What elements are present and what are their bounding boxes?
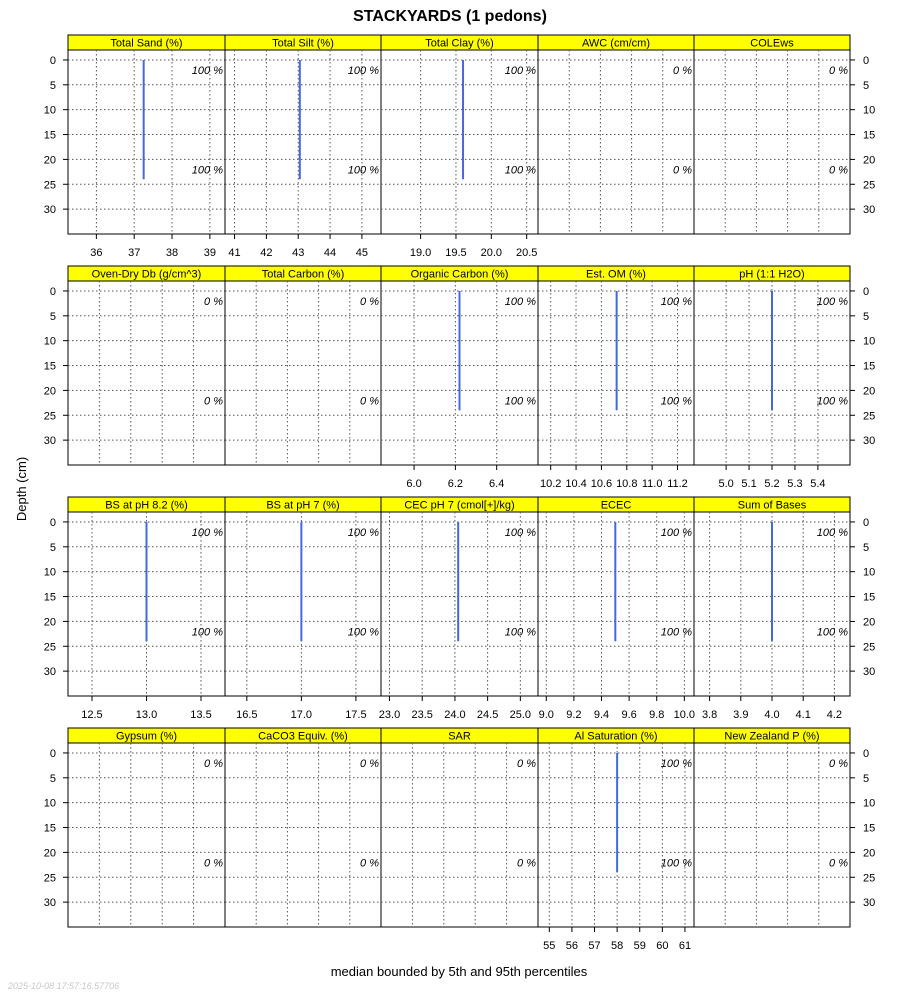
panel <box>68 497 225 721</box>
y-tick-label-right: 30 <box>863 435 876 448</box>
x-tick-label: 5.0 <box>718 478 734 490</box>
panel-title: COLEws <box>750 37 794 50</box>
panel-title: AWC (cm/cm) <box>581 37 651 50</box>
panel-frame <box>225 281 381 465</box>
y-tick-label-left: 5 <box>49 79 56 92</box>
x-tick-label: 10.8 <box>616 478 638 490</box>
x-tick-label: 55 <box>543 940 556 952</box>
panel-frame <box>225 50 381 234</box>
panel-title: SAR <box>448 730 471 743</box>
x-tick-label: 23.0 <box>378 709 401 721</box>
y-tick-label-left: 5 <box>49 310 56 323</box>
pct-label-bottom: 0 % <box>360 395 379 408</box>
x-tick-label: 5.2 <box>764 478 780 490</box>
x-tick-label: 10.6 <box>590 478 613 490</box>
x-tick-label: 60 <box>656 940 669 952</box>
pct-label-bottom: 0 % <box>673 164 692 177</box>
y-tick-label-right: 5 <box>863 310 870 323</box>
pct-label-top: 100 % <box>660 526 692 539</box>
panel <box>68 35 225 259</box>
y-tick-label-right: 30 <box>863 204 876 217</box>
x-tick-label: 57 <box>588 940 601 952</box>
panel-frame <box>381 512 538 696</box>
x-tick-label: 20.0 <box>480 247 503 259</box>
panel-frame <box>68 743 225 927</box>
y-tick-label-right: 20 <box>863 616 876 629</box>
y-tick-label-left: 25 <box>43 872 56 885</box>
panel-frame <box>538 743 694 927</box>
panel-title: Total Silt (%) <box>272 37 334 50</box>
panel-title: CaCO3 Equiv. (%) <box>258 730 348 743</box>
panel-title: Organic Carbon (%) <box>410 268 509 281</box>
panel-frame <box>694 50 850 234</box>
panel <box>225 35 381 259</box>
y-tick-label-right: 10 <box>863 566 876 579</box>
y-tick-label-right: 0 <box>863 747 870 760</box>
x-tick-label: 37 <box>128 247 141 259</box>
panel-title: Al Saturation (%) <box>574 730 658 743</box>
pct-label-bottom: 100 % <box>347 626 379 639</box>
y-tick-label-right: 20 <box>863 847 876 860</box>
x-tick-label: 44 <box>323 247 337 259</box>
x-tick-label: 20.5 <box>515 247 538 259</box>
pct-label-top: 100 % <box>347 64 379 77</box>
x-tick-label: 6.4 <box>489 478 505 490</box>
y-tick-label-left: 10 <box>43 797 56 810</box>
y-tick-label-right: 0 <box>863 54 870 67</box>
y-axis-label: Depth (cm) <box>14 456 29 522</box>
panel <box>694 266 850 490</box>
x-tick-label: 61 <box>678 940 692 952</box>
pct-label-bottom: 0 % <box>204 395 223 408</box>
pct-label-top: 100 % <box>816 526 848 539</box>
x-tick-label: 59 <box>633 940 646 952</box>
x-tick-label: 9.2 <box>566 709 582 721</box>
x-tick-label: 5.3 <box>787 478 803 490</box>
pct-label-top: 100 % <box>347 526 379 539</box>
pct-label-top: 0 % <box>829 757 848 770</box>
y-tick-label-right: 25 <box>863 179 876 192</box>
pct-label-bottom: 100 % <box>816 626 848 639</box>
panel-title: Total Carbon (%) <box>261 268 345 281</box>
x-tick-label: 24.5 <box>476 709 499 721</box>
y-tick-label-right: 0 <box>863 516 870 529</box>
pct-label-top: 100 % <box>504 295 536 308</box>
x-tick-label: 3.9 <box>733 709 749 721</box>
y-tick-label-left: 25 <box>43 641 56 654</box>
y-tick-label-left: 30 <box>43 666 56 679</box>
panel-frame <box>68 281 225 465</box>
x-tick-label: 4.1 <box>795 709 811 721</box>
x-tick-label: 56 <box>565 940 579 952</box>
y-tick-label-right: 5 <box>863 79 870 92</box>
panel <box>225 728 381 927</box>
x-tick-label: 39 <box>203 247 216 259</box>
panel-grid <box>44 35 876 952</box>
panel <box>68 728 225 927</box>
x-tick-label: 36 <box>90 247 103 259</box>
y-tick-label-left: 25 <box>43 410 56 423</box>
y-tick-label-right: 25 <box>863 641 876 654</box>
pct-label-top: 100 % <box>816 295 848 308</box>
x-tick-label: 17.0 <box>290 709 313 721</box>
x-tick-label: 25.0 <box>509 709 532 721</box>
pct-label-top: 100 % <box>191 64 223 77</box>
pct-label-top: 0 % <box>829 64 848 77</box>
x-tick-label: 45 <box>355 247 369 259</box>
pct-label-bottom: 100 % <box>660 395 692 408</box>
y-tick-label-right: 25 <box>863 410 876 423</box>
y-tick-label-left: 10 <box>43 335 56 348</box>
panel <box>694 728 850 927</box>
pct-label-bottom: 0 % <box>829 164 848 177</box>
y-tick-label-left: 10 <box>43 566 56 579</box>
panel <box>381 266 538 490</box>
pct-label-bottom: 0 % <box>829 857 848 870</box>
panel <box>694 35 850 234</box>
pct-label-bottom: 100 % <box>660 857 692 870</box>
y-tick-label-right: 5 <box>863 541 870 554</box>
x-tick-label: 6.2 <box>447 478 464 490</box>
y-tick-label-left: 15 <box>43 360 56 373</box>
pct-label-top: 0 % <box>360 295 379 308</box>
y-tick-label-right: 20 <box>863 385 876 398</box>
y-tick-label-left: 30 <box>43 435 56 448</box>
x-tick-label: 4.0 <box>764 709 780 721</box>
panel-frame <box>694 743 850 927</box>
x-tick-label: 43 <box>292 247 305 259</box>
y-tick-label-right: 15 <box>863 591 876 604</box>
panel <box>538 266 694 490</box>
panel <box>538 728 694 952</box>
x-tick-label: 5.1 <box>741 478 757 490</box>
pct-label-top: 0 % <box>360 757 379 770</box>
chart-title: STACKYARDS (1 pedons) <box>353 8 547 25</box>
panel-frame <box>381 50 538 234</box>
x-tick-label: 41 <box>228 247 241 259</box>
panel-title: Sum of Bases <box>737 499 807 512</box>
x-axis-label: median bounded by 5th and 95th percentiles <box>330 964 588 979</box>
x-tick-label: 19.5 <box>445 247 467 259</box>
pct-label-bottom: 100 % <box>347 164 379 177</box>
panel-title: Total Clay (%) <box>425 37 494 50</box>
y-tick-label-right: 0 <box>863 285 870 298</box>
x-tick-label: 3.8 <box>701 709 718 721</box>
x-tick-label: 17.5 <box>345 709 367 721</box>
pct-label-bottom: 100 % <box>191 626 223 639</box>
y-tick-label-right: 30 <box>863 666 876 679</box>
panel-title: Oven-Dry Db (g/cm^3) <box>91 268 202 281</box>
x-tick-label: 9.0 <box>538 709 554 721</box>
panel-title: Total Sand (%) <box>110 37 183 50</box>
panel <box>538 35 694 234</box>
y-tick-label-left: 0 <box>49 285 56 298</box>
y-tick-label-right: 20 <box>863 154 876 167</box>
pct-label-top: 0 % <box>204 757 223 770</box>
pct-label-top: 100 % <box>504 526 536 539</box>
pct-label-top: 100 % <box>191 526 223 539</box>
pct-label-top: 0 % <box>673 64 692 77</box>
pct-label-top: 0 % <box>517 757 536 770</box>
x-tick-label: 5.4 <box>810 478 826 490</box>
x-tick-label: 6.0 <box>406 478 422 490</box>
y-tick-label-left: 15 <box>43 591 56 604</box>
y-tick-label-left: 10 <box>43 104 56 117</box>
x-tick-label: 24.0 <box>444 709 466 721</box>
y-tick-label-left: 20 <box>43 847 56 860</box>
panel-title: Gypsum (%) <box>115 730 178 743</box>
x-tick-label: 10.2 <box>539 478 562 490</box>
x-tick-label: 12.5 <box>81 709 103 721</box>
x-tick-label: 13.5 <box>190 709 212 721</box>
pct-label-bottom: 100 % <box>191 164 223 177</box>
x-tick-label: 16.5 <box>236 709 258 721</box>
pct-label-top: 0 % <box>204 295 223 308</box>
y-tick-label-left: 20 <box>43 154 56 167</box>
y-tick-label-left: 0 <box>49 516 56 529</box>
x-tick-label: 4.2 <box>826 709 843 721</box>
panel <box>381 35 538 259</box>
y-tick-label-right: 15 <box>863 822 876 835</box>
y-tick-label-right: 15 <box>863 129 876 142</box>
pct-label-bottom: 100 % <box>504 395 536 408</box>
y-tick-label-left: 20 <box>43 616 56 629</box>
panel-title: BS at pH 8.2 (%) <box>105 499 188 512</box>
x-tick-label: 58 <box>611 940 624 952</box>
pct-label-bottom: 0 % <box>360 857 379 870</box>
pct-label-top: 100 % <box>660 295 692 308</box>
panel <box>538 497 695 721</box>
x-tick-label: 11.0 <box>641 478 663 490</box>
x-tick-label: 9.6 <box>621 709 637 721</box>
panel-title: New Zealand P (%) <box>724 730 820 743</box>
y-tick-label-right: 30 <box>863 897 876 910</box>
y-tick-label-left: 15 <box>43 822 56 835</box>
y-tick-label-left: 15 <box>43 129 56 142</box>
y-tick-label-right: 5 <box>863 772 870 785</box>
panel <box>68 266 225 465</box>
pct-label-bottom: 0 % <box>204 857 223 870</box>
x-tick-label: 23.5 <box>411 709 433 721</box>
panel <box>379 497 538 721</box>
pct-label-top: 100 % <box>660 757 692 770</box>
x-tick-label: 9.4 <box>593 709 610 721</box>
panel-frame <box>381 743 538 927</box>
panel <box>381 728 538 927</box>
y-tick-label-right: 10 <box>863 797 876 810</box>
panel-title: BS at pH 7 (%) <box>266 499 340 512</box>
pct-label-top: 100 % <box>504 64 536 77</box>
y-tick-label-left: 25 <box>43 179 56 192</box>
pct-label-bottom: 100 % <box>504 626 536 639</box>
pct-label-bottom: 100 % <box>504 164 536 177</box>
panel <box>225 266 381 465</box>
y-tick-label-left: 0 <box>49 54 56 67</box>
y-tick-label-left: 20 <box>43 385 56 398</box>
x-tick-label: 10.0 <box>673 709 696 721</box>
panel-title: pH (1:1 H2O) <box>739 268 805 281</box>
y-tick-label-right: 25 <box>863 872 876 885</box>
pct-label-bottom: 0 % <box>517 857 536 870</box>
panel-title: ECEC <box>600 499 632 512</box>
x-tick-label: 13.0 <box>135 709 158 721</box>
panel-frame <box>68 50 225 234</box>
y-tick-label-right: 15 <box>863 360 876 373</box>
y-tick-label-right: 10 <box>863 104 876 117</box>
pct-label-bottom: 100 % <box>816 395 848 408</box>
panel-frame <box>225 512 381 696</box>
x-tick-label: 42 <box>260 247 273 259</box>
panel-title: CEC pH 7 (cmol[+]/kg) <box>404 499 515 512</box>
panel <box>225 497 381 721</box>
x-tick-label: 38 <box>165 247 179 259</box>
panel-frame <box>538 50 694 234</box>
pct-label-bottom: 100 % <box>660 626 692 639</box>
x-tick-label: 9.8 <box>649 709 665 721</box>
x-tick-label: 19.0 <box>409 247 432 259</box>
x-tick-label: 10.4 <box>565 478 587 490</box>
y-tick-label-left: 5 <box>49 541 56 554</box>
panel <box>694 497 850 721</box>
y-tick-label-left: 5 <box>49 772 56 785</box>
y-tick-label-right: 10 <box>863 335 876 348</box>
y-tick-label-left: 30 <box>43 204 56 217</box>
x-tick-label: 11.2 <box>667 478 688 490</box>
panel-frame <box>225 743 381 927</box>
y-tick-label-left: 30 <box>43 897 56 910</box>
panel-title: Est. OM (%) <box>586 268 646 281</box>
y-tick-label-left: 0 <box>49 747 56 760</box>
timestamp: 2025-10-08 17:57:16.57706 <box>8 981 120 991</box>
